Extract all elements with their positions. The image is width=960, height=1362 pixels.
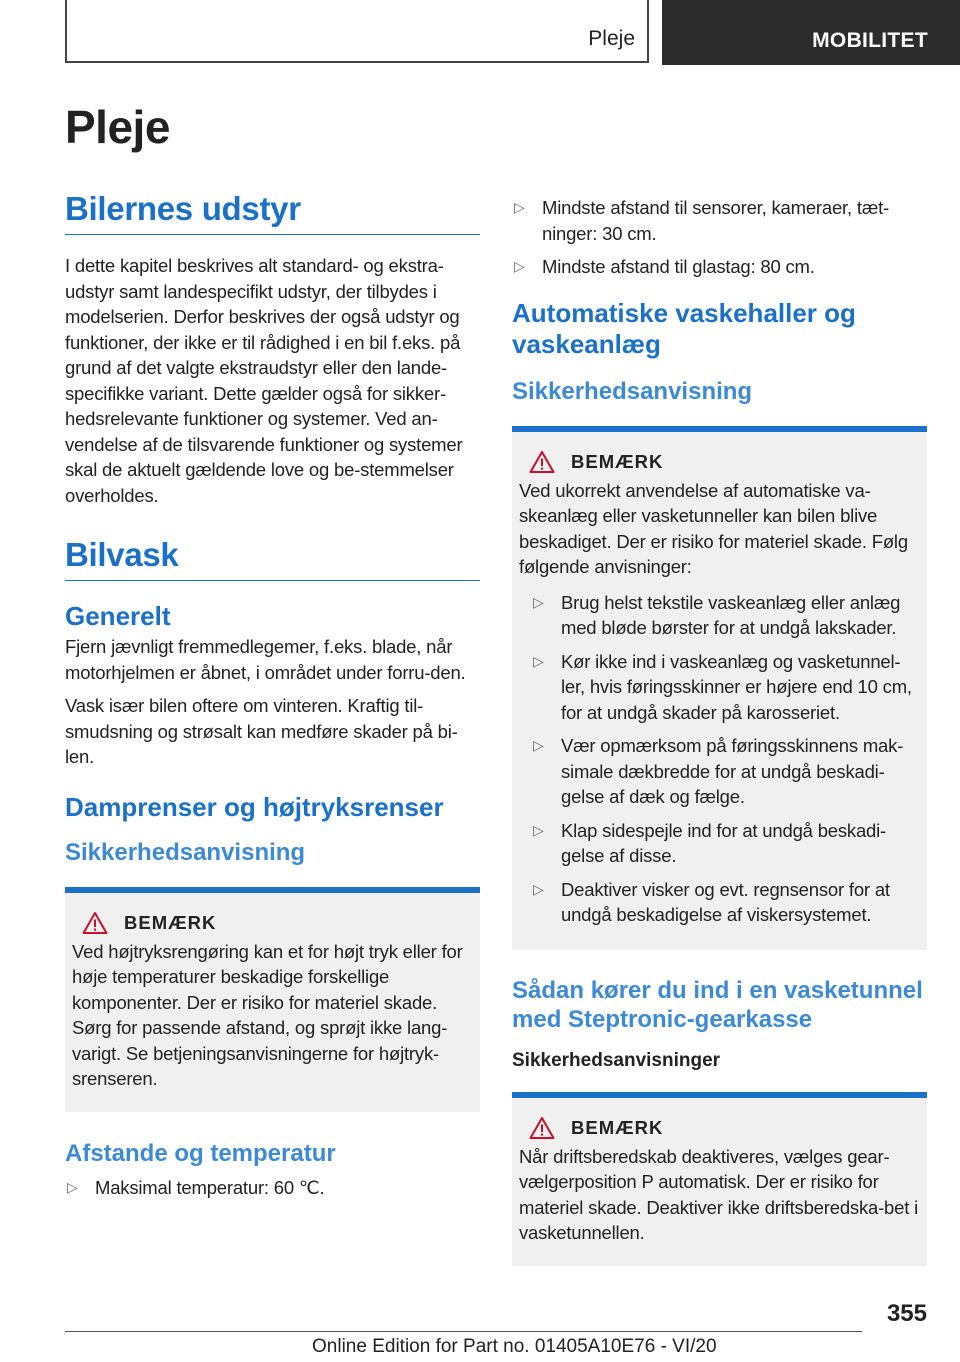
bullet-list-afstande-cont — [512, 195, 927, 280]
notice-header — [519, 1116, 919, 1140]
notice-header — [519, 450, 919, 474]
list-item: ▷ Mindste afstand til glastag: 80 cm. — [512, 254, 927, 280]
paragraph-generelt-2: Vask især bilen oftere om vinteren. Kraftig til-smudsning og strøsalt kan medføre skader på bi-len. — [65, 695, 458, 767]
list-item: ▷ Mindste afstand til sensorer, kameraer, tæt-ninger: 30 cm. — [514, 197, 889, 244]
heading-bilvask: Bilvask — [65, 536, 480, 581]
triangle-right-icon: ▷ — [67, 1178, 78, 1195]
warning-triangle-icon — [529, 450, 555, 474]
notice-text: Når driftsberedskab deaktiveres, vælges gear-vælgerposition P automatisk. Der er risiko for materiel skade. Deaktiver ikke driftsberedska-bet i vasketunnellen. — [519, 1145, 919, 1243]
notice-text: Ved ukorrekt anvendelse af automatiske va-skeanlæg eller vasketunneller kan bilen blive beskadiget. Der er risiko for materiel skade. Følg følgende anvisninger: — [519, 479, 908, 577]
header-chapter-tab — [662, 0, 960, 65]
paragraph-generelt-1: Fjern jævnligt fremmedlegemer, f.eks. blade, når motorhjelmen er åbnet, i området under forru-den. — [65, 636, 466, 683]
triangle-right-icon: ▷ — [533, 880, 544, 897]
left-column — [65, 190, 480, 1208]
right-column — [512, 195, 927, 1266]
notice-header — [72, 911, 472, 935]
warning-triangle-icon — [529, 1116, 555, 1140]
notice-title: BEMÆRK — [571, 450, 664, 472]
notice-box-driftsberedskab — [512, 1092, 927, 1266]
list-item: ▷ Brug helst tekstile vaskeanlæg eller anlæg med bløde børster for at undgå lakskader. — [533, 591, 901, 638]
heading-bilernes-udstyr: Bilernes udstyr — [65, 190, 480, 235]
bullet-list-afstande — [65, 1175, 480, 1201]
notice-text: Ved højtryksrengøring kan et for højt tryk eller for høje temperaturer beskadige forskellige komponenter. Der er risiko for materiel skade. Sørg for passende afstand, og sprøjt ikke lang-varigt. Se betjeningsanvisningerne for højtryk-srenseren. — [72, 940, 463, 1089]
triangle-right-icon: ▷ — [514, 199, 525, 215]
heading-automatiske-vaskehaller: Automatiske vaskehaller og vaskeanlæg — [512, 297, 856, 359]
heading-generelt: Generelt — [65, 601, 171, 631]
list-item: ▷ Deaktiver visker og evt. regnsensor for at undgå beskadigelse af viskersystemet. — [533, 878, 890, 925]
page-title: Pleje — [65, 101, 170, 153]
page-number: 355 — [886, 1300, 927, 1327]
notice-title: BEMÆRK — [571, 1116, 664, 1138]
notice-box-hojtryk — [65, 887, 480, 1112]
heading-vasketunnel: Sådan kører du ind i en vasketunnel med Steptronic-gearkasse — [512, 976, 923, 1033]
notice-bullet-list — [531, 590, 919, 928]
header-section-title: Pleje — [588, 27, 635, 50]
triangle-right-icon: ▷ — [533, 593, 544, 610]
triangle-right-icon: ▷ — [533, 821, 544, 838]
triangle-right-icon: ▷ — [533, 737, 544, 753]
heading-damprenser: Damprenser og højtryksrenser — [65, 791, 444, 822]
list-item: ▷ Kør ikke ind i vaskeanlæg og vasketunnel-ler, hvis føringsskinner er højere end 10 cm, for at undgå skader på karosseriet. — [533, 650, 912, 723]
paragraph-bilernes-udstyr: I dette kapitel beskrives alt standard- og ekstra-udstyr samt landespecifikt udstyr, der tilbydes i modelserien. Derfor beskrives der også udstyr og funktioner, der ikke er til rådighed i en bil f.eks. på grund af det valgte ekstraudstyr eller den lande-specifikke variant. Dette gælder også for sikker-hedsrelevante funktioner og systemer. Ved an-vendelse af de tilsvarende funktioner og systemer skal de aktuelt gældende love og be-stemmelser overholdes. — [65, 255, 463, 506]
notice-box-vaskeanlaeg — [512, 426, 927, 950]
heading-sikkerhedsanvisninger: Sikkerhedsanvisninger — [512, 1049, 721, 1071]
list-item: ▷ Vær opmærksom på føringsskinnens mak-simale dækbredde for at undgå beskadi-gelse af dæk og fælge. — [533, 735, 904, 807]
notice-title: BEMÆRK — [124, 911, 217, 933]
footer-edition: Online Edition for Part no. 01405A10E76 - VI/20 — [312, 1336, 717, 1357]
list-item: ▷ Maksimal temperatur: 60 ℃. — [65, 1175, 480, 1201]
warning-triangle-icon — [82, 911, 108, 935]
triangle-right-icon: ▷ — [514, 258, 525, 274]
list-item: ▷ Klap sidespejle ind for at undgå beskadi-gelse af disse. — [533, 819, 887, 866]
triangle-right-icon: ▷ — [533, 652, 544, 669]
heading-sikkerhedsanvisning: Sikkerhedsanvisning — [65, 838, 306, 866]
heading-afstande: Afstande og temperatur — [65, 1139, 336, 1167]
header-section-tab — [65, 0, 649, 63]
heading-sikkerhedsanvisning: Sikkerhedsanvisning — [512, 377, 753, 405]
footer-divider — [65, 1331, 862, 1332]
header-chapter-title: MOBILITET — [812, 29, 928, 52]
